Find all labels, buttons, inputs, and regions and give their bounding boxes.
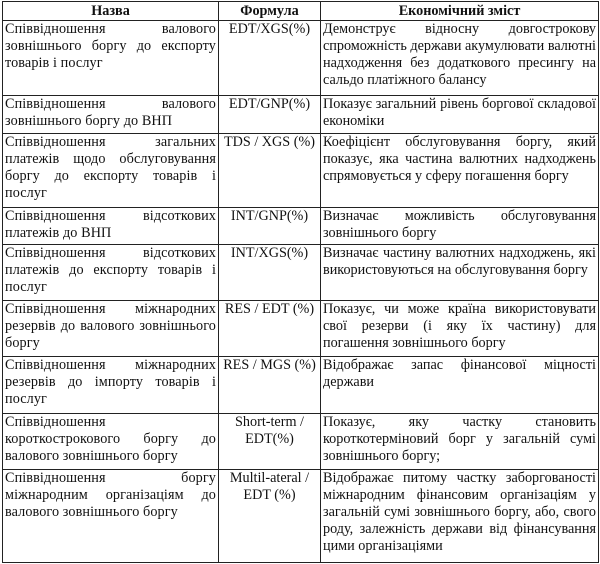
- table-header-row: [3, 2, 599, 21]
- indicator-name: Співвідношення боргу міжнародним організаціям до валового зовнішнього боргу: [3, 469, 219, 562]
- header-formula: Формула: [219, 2, 321, 21]
- indicator-name: Співвідношення валового зовнішнього боргу до ВНП: [3, 96, 219, 134]
- table-row: [3, 356, 599, 413]
- indicator-formula: Short-term / EDT(%): [219, 413, 321, 469]
- indicator-content: Відображає запас фінансової міцності держави: [321, 356, 599, 413]
- indicator-content: Демонструє відносну довгострокову спроможність держави акумулювати валютні надходження без додаткового пресингу на сальдо платіжного балансу: [321, 21, 599, 96]
- table-row: [3, 301, 599, 357]
- indicator-formula: RES / EDT (%): [219, 301, 321, 357]
- indicator-content: Показує, яку частку становить короткотерміновий борг у загальній сумі зовнішнього боргу;: [321, 413, 599, 469]
- table-row: [3, 245, 599, 301]
- header-name: Назва: [3, 2, 219, 21]
- indicator-content: Визначає можливість обслуговування зовнішнього боргу: [321, 207, 599, 245]
- table-row: [3, 207, 599, 245]
- indicator-content: Показує загальний рівень боргової складової економіки: [321, 96, 599, 134]
- indicator-formula: EDT/GNP(%): [219, 96, 321, 134]
- indicator-formula: TDS / XGS (%): [219, 133, 321, 207]
- indicator-formula: INT/GNP(%): [219, 207, 321, 245]
- indicator-formula: EDT/XGS(%): [219, 21, 321, 96]
- header-content: Економічний зміст: [321, 2, 599, 21]
- indicator-name: Співвідношення міжнародних резервів до імпорту товарів і послуг: [3, 356, 219, 413]
- indicator-name: Співвідношення загальних платежів щодо обслуговування боргу до експорту товарів і послуг: [3, 133, 219, 207]
- indicator-name: Співвідношення міжнародних резервів до валового зовнішнього боргу: [3, 301, 219, 357]
- table-row: [3, 413, 599, 469]
- table-row: [3, 469, 599, 562]
- indicator-content: Коефіцієнт обслуговування боргу, який показує, яка частина валютних надходжень спрямовується у сферу погашення боргу: [321, 133, 599, 207]
- indicator-name: Співвідношення короткострокового боргу до валового зовнішнього боргу: [3, 413, 219, 469]
- table-row: [3, 133, 599, 207]
- table-row: [3, 21, 599, 96]
- table-row: [3, 96, 599, 134]
- indicator-content: Відображає питому частку заборгованості міжнародним фінансовим організаціям у загальній сумі зовнішнього боргу, або, свого роду, залежність держави від фінансування цими організаціями: [321, 469, 599, 562]
- debt-indicators-table: [2, 1, 599, 563]
- indicator-name: Співвідношення відсоткових платежів до ВНП: [3, 207, 219, 245]
- indicator-formula: RES / MGS (%): [219, 356, 321, 413]
- indicator-name: Співвідношення валового зовнішнього боргу до експорту товарів і послуг: [3, 21, 219, 96]
- indicator-name: Співвідношення відсоткових платежів до експорту товарів і послуг: [3, 245, 219, 301]
- indicator-formula: Multil-ateral / EDT (%): [219, 469, 321, 562]
- indicator-content: Визначає частину валютних надходжень, які використовуються на обслуговування боргу: [321, 245, 599, 301]
- indicator-content: Показує, чи може країна використовувати свої резерви (і яку їх частину) для погашення зовнішнього боргу: [321, 301, 599, 357]
- indicator-formula: INT/XGS(%): [219, 245, 321, 301]
